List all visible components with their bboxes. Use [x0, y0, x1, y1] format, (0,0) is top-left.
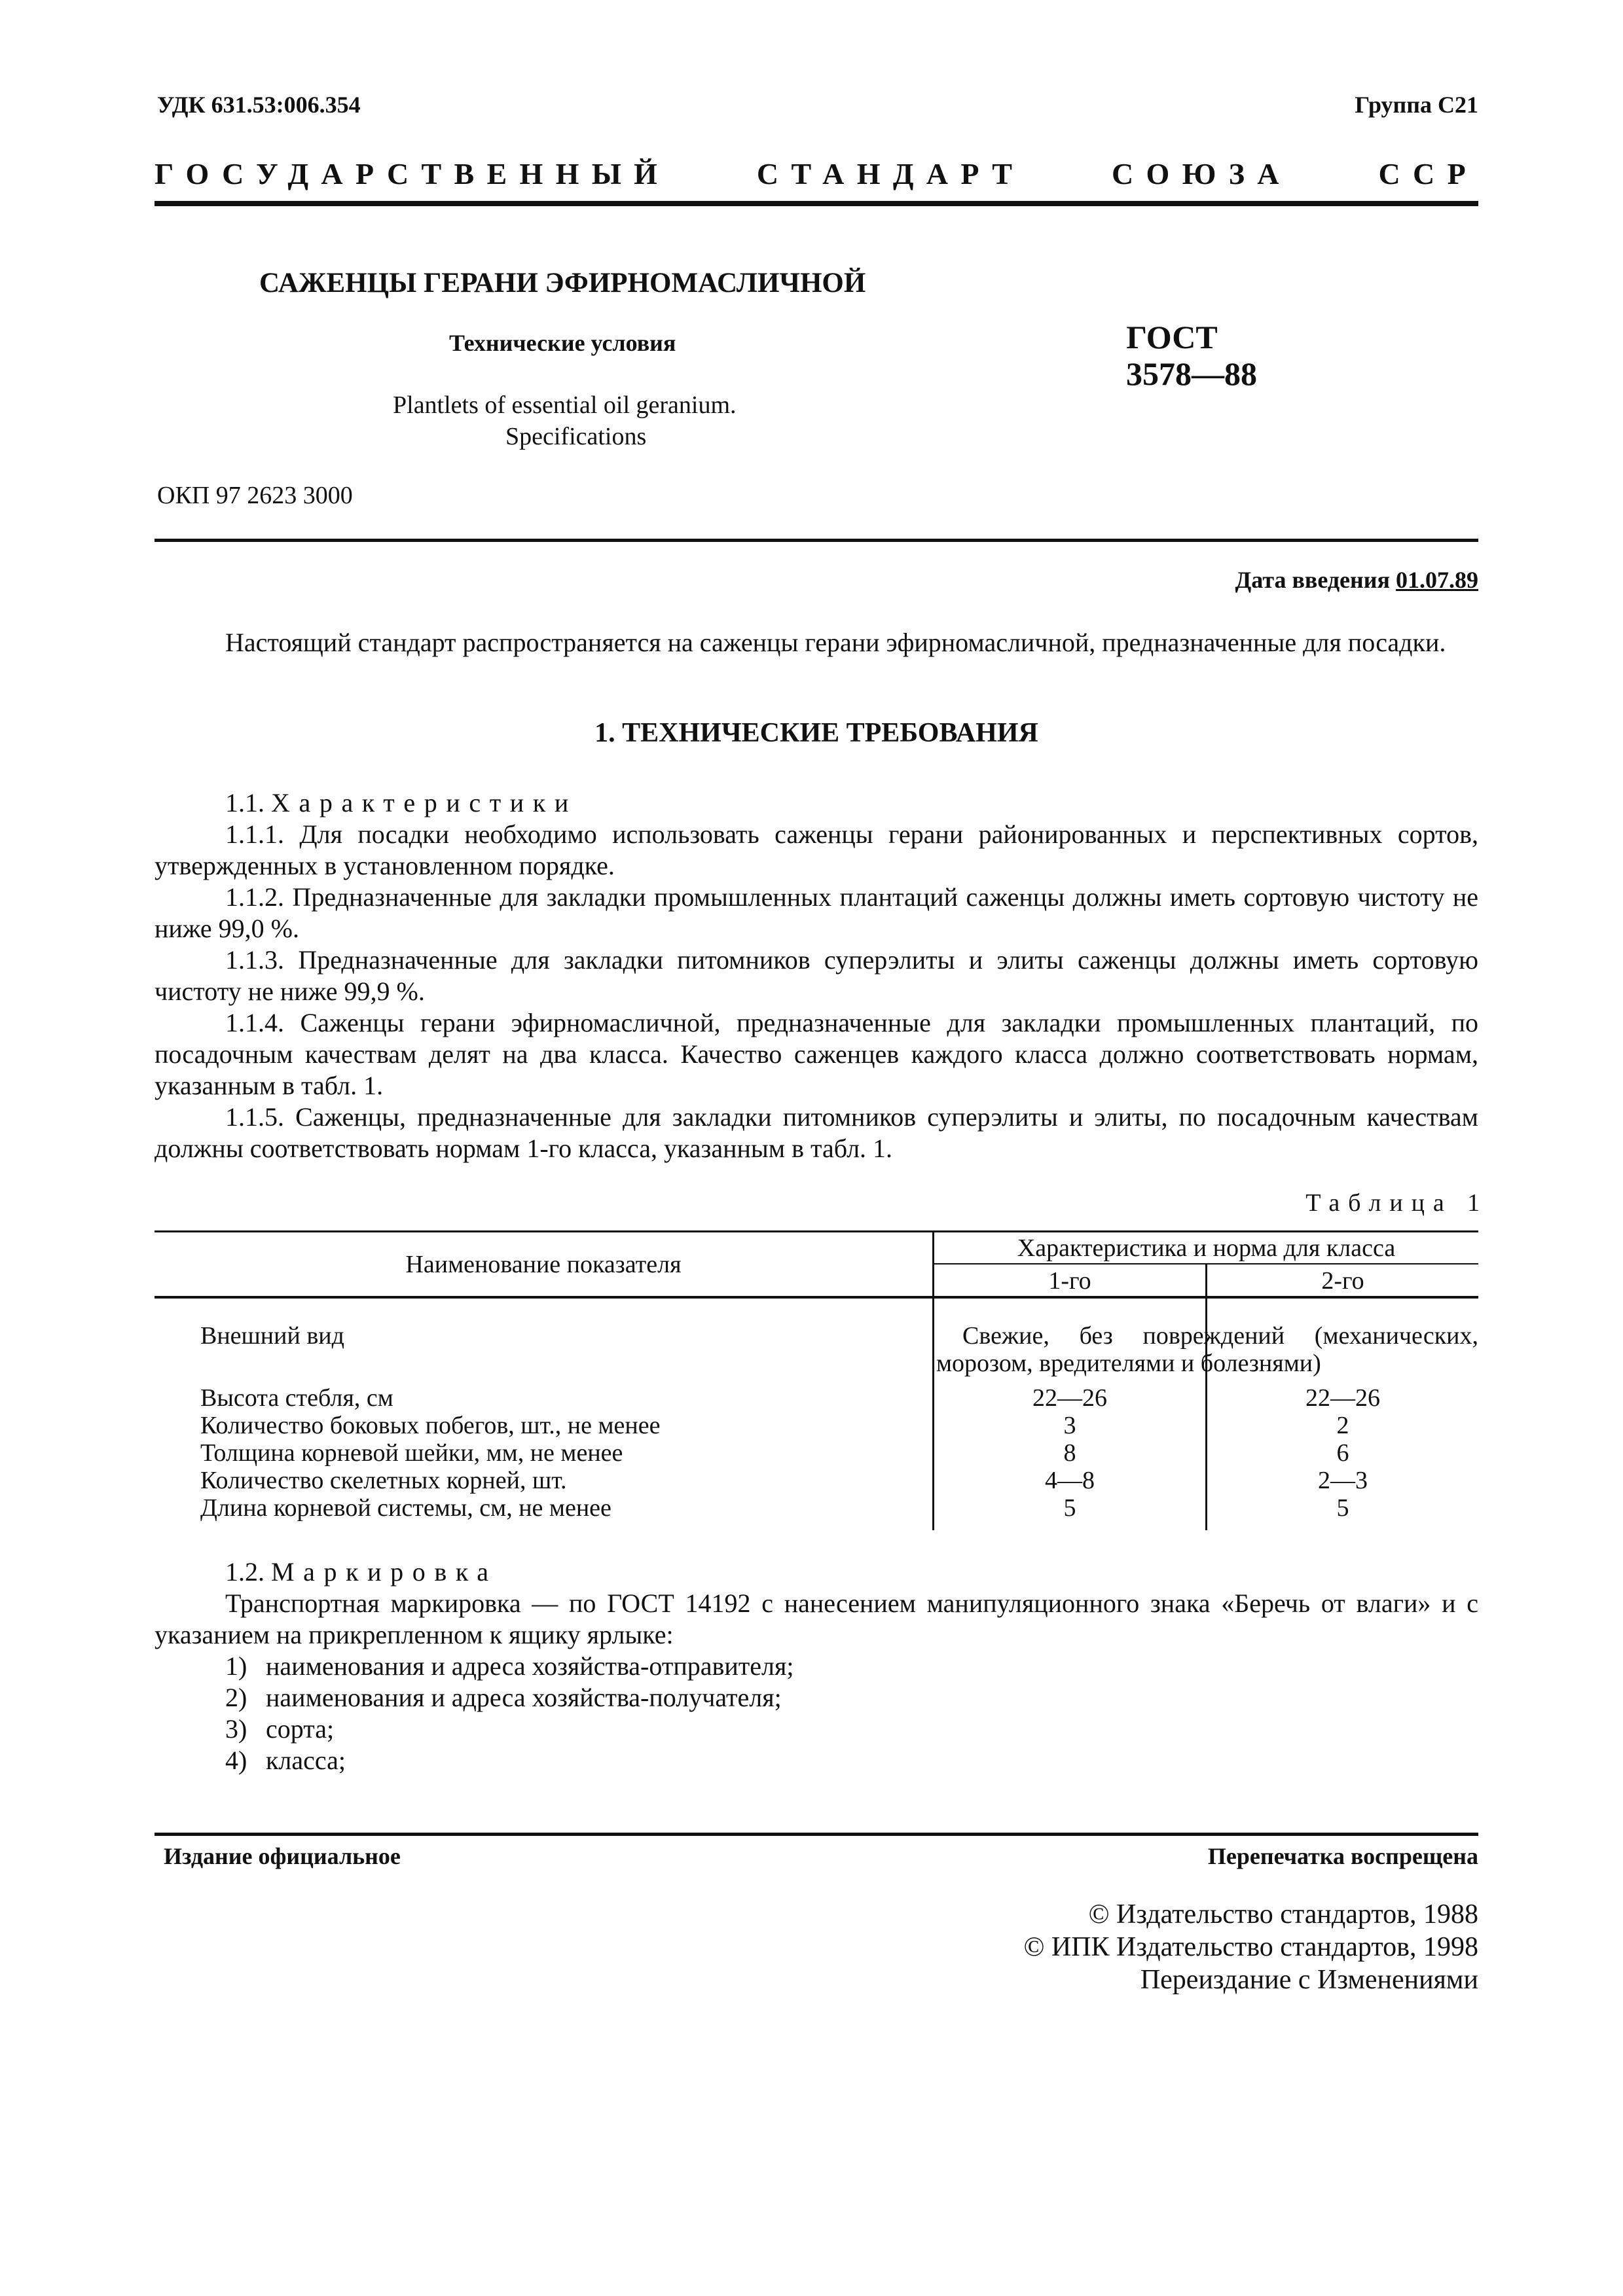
row-name: Количество боковых побегов, шт., не менее: [200, 1412, 661, 1439]
row-name: Высота стебля, см: [200, 1384, 393, 1412]
intro-paragraph: Настоящий стандарт распространяется на саженцы герани эфирномасличной, предназначенные для посадки.: [225, 628, 1446, 657]
gost-number: 3578—88: [1126, 355, 1257, 392]
row-class2: 2—3: [1318, 1467, 1368, 1494]
paragraph-1-1-2: 1.1.2. Предназначенные для закладки промышленных плантаций саженцы должны иметь сортовую чистоту не ниже 99,0 %.: [155, 882, 1478, 943]
list-item-text: наименования и адреса хозяйства-получателя;: [266, 1683, 782, 1712]
table-row: [155, 1439, 1478, 1467]
row-class2: 5: [1336, 1494, 1349, 1522]
table-top-rule: [155, 1230, 1478, 1232]
copyright-block: [1023, 1898, 1478, 1996]
document-title: САЖЕНЦЫ ГЕРАНИ ЭФИРНОМАСЛИЧНОЙ: [259, 268, 866, 298]
paragraph-1-1-3: 1.1.3. Предназначенные для закладки питомников суперэлиты и элиты саженцы должны иметь сортовую чистоту не ниже 99,9 %.: [155, 945, 1478, 1006]
row-name: Толщина корневой шейки, мм, не менее: [200, 1439, 623, 1467]
intro-date-value: 01.07.89: [1396, 567, 1478, 593]
list-item: [225, 1745, 793, 1776]
list-item-number: 4): [225, 1746, 247, 1775]
table-appearance-label: Внешний вид: [200, 1322, 344, 1350]
row-class2: 6: [1336, 1439, 1349, 1467]
subsection-number: 1.1.: [225, 788, 264, 817]
paragraph-1-1-4: 1.1.4. Саженцы герани эфирномасличной, предназначенные для закладки промышленных плантаций, по посадочным качествам делят на два класса. Качество саженцев каждого класса должно соответствовать нормам, указанным в табл. 1.: [155, 1008, 1478, 1100]
table-header-bottom-rule: [155, 1296, 1478, 1299]
copyright-line1: © Издательство стандартов, 1988: [1088, 1899, 1478, 1929]
paragraph-1-1-1: 1.1.1. Для посадки необходимо использовать саженцы герани районированных и перспективных сортов, утвержденных в установленном порядке.: [155, 819, 1478, 880]
row-class1: 8: [1063, 1439, 1076, 1467]
table-row: [155, 1494, 1478, 1522]
table-body: [155, 1384, 1478, 1522]
intro-date-label: Дата введения: [1235, 567, 1390, 593]
header-rule: [155, 201, 1478, 206]
subsection-heading-characteristics: [225, 787, 577, 819]
document-subtitle: Технические условия: [449, 330, 676, 356]
list-item-text: класса;: [266, 1746, 346, 1775]
list-item-number: 2): [225, 1683, 247, 1712]
appearance-value-line1: Свежие, без повреждений (механических,: [962, 1322, 1478, 1350]
table-caption: Таблица 1: [1305, 1189, 1488, 1217]
row-name: Длина корневой системы, см, не менее: [200, 1494, 611, 1522]
section-heading: 1. ТЕХНИЧЕСКИЕ ТРЕБОВАНИЯ: [594, 718, 1038, 748]
subsection-number: 1.2.: [225, 1557, 264, 1587]
subsection-title: Маркировка: [271, 1557, 498, 1587]
list-item-number: 1): [225, 1651, 247, 1681]
group-code: Группа С21: [1355, 92, 1478, 118]
list-item-text: наименования и адреса хозяйства-отправителя;: [266, 1651, 794, 1681]
subsection-title: Характеристики: [271, 788, 577, 817]
list-item: [225, 1651, 793, 1682]
appearance-value-line2: морозом, вредителями и болезнями): [936, 1350, 1321, 1377]
list-item: [225, 1682, 793, 1713]
state-standard-banner: ГОСУДАРСТВЕННЫЙ СТАНДАРТ СОЮЗА ССР: [155, 157, 1478, 190]
marking-list: [225, 1651, 793, 1776]
row-class1: 5: [1063, 1494, 1076, 1522]
row-name: Количество скелетных корней, шт.: [200, 1467, 567, 1494]
row-class2: 2: [1336, 1412, 1349, 1439]
list-item-text: сорта;: [266, 1714, 335, 1744]
footer-rule: [155, 1833, 1478, 1836]
table-header-group: Характеристика и норма для класса: [1017, 1234, 1396, 1262]
table-appearance-value: [936, 1322, 1478, 1377]
row-class1: 4—8: [1045, 1467, 1095, 1494]
table-header-class2: 2-го: [1321, 1267, 1364, 1295]
udk-code: УДК 631.53:006.354: [157, 92, 361, 118]
paragraph-1-1-5: 1.1.5. Саженцы, предназначенные для закладки питомников суперэлиты и элиты, по посадочным качествам должны соответствовать нормам 1-го класса, указанным в табл. 1.: [155, 1102, 1478, 1163]
row-class2: 22—26: [1305, 1384, 1380, 1412]
marking-paragraph: Транспортная маркировка — по ГОСТ 14192 с нанесением манипуляционного знака «Беречь от влаги» и с указанием на прикрепленном к ящику ярлыке:: [155, 1588, 1478, 1649]
english-title-line2: Specifications: [505, 423, 647, 450]
official-edition: Издание официальное: [164, 1843, 401, 1869]
table-row: [155, 1467, 1478, 1494]
list-item-number: 3): [225, 1714, 247, 1744]
okp-code: ОКП 97 2623 3000: [157, 482, 353, 509]
row-class1: 22—26: [1032, 1384, 1107, 1412]
reprint-prohibited: Перепечатка воспрещена: [1207, 1843, 1478, 1869]
table-1: [155, 1230, 1478, 1532]
title-rule: [155, 539, 1478, 542]
english-title-line1: Plantlets of essential oil geranium.: [393, 391, 737, 419]
table-header-name: Наименование показателя: [405, 1251, 682, 1278]
table-row: [155, 1412, 1478, 1439]
gost-label: ГОСТ: [1126, 319, 1218, 355]
row-class1: 3: [1063, 1412, 1076, 1439]
table-header-class1: 1-го: [1048, 1267, 1091, 1295]
intro-date: [1235, 566, 1479, 594]
list-item: [225, 1713, 793, 1745]
subsection-heading-marking: [225, 1556, 498, 1588]
copyright-line2: © ИПК Издательство стандартов, 1998: [1023, 1932, 1478, 1962]
reissue-note: Переиздание с Изменениями: [1140, 1965, 1478, 1995]
table-row: [155, 1384, 1478, 1412]
